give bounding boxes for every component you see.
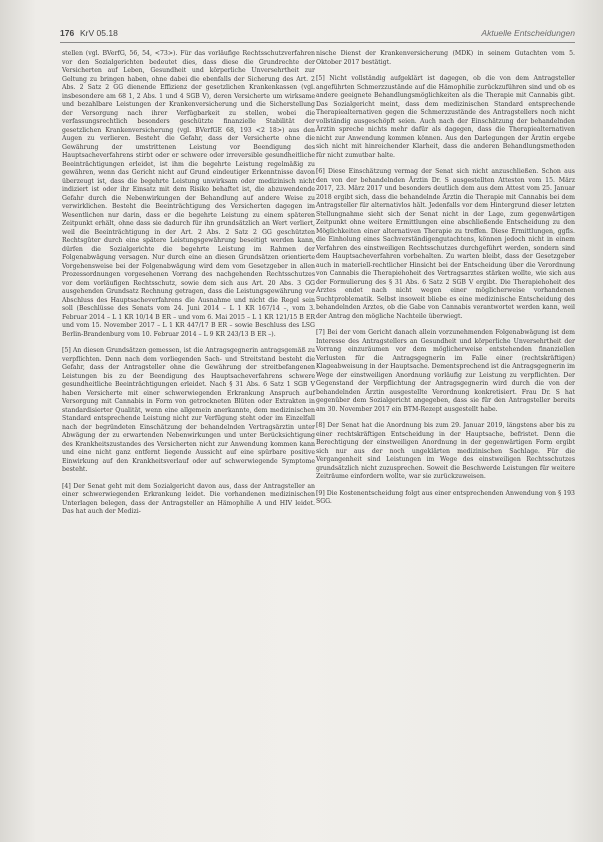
paragraph: [4] Der Senat geht mit dem Sozialgericht davon aus, dass der Antragsteller an einer schwerwiegenden Erkrankung leidet. Die vorhandenen medizinischen Unterlagen belegen, dass der Antragsteller an Hämophilie A und HIV leidet. Das hat auch der Medizi- [62,482,315,515]
paragraph: stellen (vgl. BVerfG, 56, 54, <73>). Für das vorläufige Rechtsschutzverfahren vor den Sozialgerichten bedeutet dies, dass diese die Grundrechte der Versicherten auf Leben, Gesundheit und körperliche Unversehrtheit zur Geltung zu bringen haben, ohne dabei die ebenfalls der Sicherung des Art. 2 Abs. 2 Satz 2 GG dienende Effizienz der gesetzlichen Krankenkassen (vgl. insbesondere am 68 1, 2 Abs. 1 und 4 SGB V), deren Versicherte um wirksame und bezahlbare Leistungen der Krankenversicherung und die Sicherstellung der Versorgung nach ihrer Verfügbarkeit zu stellen, wobei die verfassungsrechtlich besonders geschützte finanzielle Stabilität der gesetzlichen Krankenversicherung (vgl. BVerfGE 68, 193 <2 18>) aus den Augen zu verlieren. Besteht die Gefahr, dass der Versicherte ohne die Gewährung der umstrittenen Leistung vor Beendigung des Hauptsacheverfahrens stirbt oder er schwere oder irreversible gesundheitliche Beeinträchtigungen erleidet, ist ihm die begehrte Leistung regelmäßig zu gewähren, wenn das Gericht nicht auf Grund eindeutiger Erkenntnisse davon überzeugt ist, dass die begehrte Leistung unwirksam oder medizinisch nicht indiziert ist oder ihr Einsatz mit dem Risiko behaftet ist, die abzuwendende Gefahr durch die Nebenwirkungen der Behandlung auf andere Weise zu verwirklichen. Besteht die Beeinträchtigung des Versicherten dagegen im Wesentlichen nur darin, dass er die begehrte Leistung zu einem späteren Zeitpunkt erhält, ohne dass sie dadurch für ihn grundsätzlich an Wert verliert, weil die Beeinträchtigung in der Art. 2 Abs. 2 Satz 2 GG geschützten Rechtsgüter durch eine spätere Leistungsgewährung beseitigt werden kann, dürfen die Sozialgerichte die begehrte Leistung im Rahmen der Folgenabwägung versagen. Nur durch eine an diesen Grundsätzen orientierte Vorgehensweise bei der Folgenabwägung wird dem vom Gesetzgeber in allen Prozessordnungen vorgesehenen Vorrang des nachgehenden Rechtsschutzes vor dem vorläufigen Rechtsschutz, sowie dem sich aus Art. 20 Abs. 3 GG ausgehenden Grundsatz Rechnung getragen, dass die Leistungsgewährung vor Abschluss des Hauptsacheverfahrens die Ausnahme und nicht die Regel sein soll (Beschlüsse des Senats vom 24. Juni 2014 – L 1 KR 167/14 –, vom 3. Februar 2014 – L 1 KR 10/14 B ER – und vom 6. Mai 2015 – L 1 KR 121/15 B ER und vom 15. November 2017 – L 1 KR 447/17 B ER – sowie Beschluss des LSG Berlin-Brandenburg vom 10. Februar 2014 – L 9 KR 243/13 B ER –). [62,50,315,338]
paragraph: [5] Nicht vollständig aufgeklärt ist dagegen, ob die von dem Antragsteller angeführten Schmerzzustände auf die Hämophilie zurückzuführen sind und ob es andere geeignete Behandlungsmöglichkeiten als die Therapie mit Cannabis gibt. Das Sozialgericht meint, dass dem medizinischen Standard entsprechende Therapiealternativen gegen die Schmerzzustände des Antragstellers noch nicht vollständig ausgeschöpft seien. Auch nach der Einschätzung der behandelnden Ärztin spreche nichts mehr dafür als dagegen, dass die Therapiealternativen nicht zur Anwendung kommen können. Aus den Darlegungen der Ärztin ergebe sich nicht mit hinreichender Klarheit, dass die anderen Behandlungsmethoden für nicht zumutbar halte. [316,75,575,159]
paragraph: [6] Diese Einschätzung vermag der Senat sich nicht anzuschließen. Schon aus den von der behandelnden Ärztin Dr. S ausgestellten Attesten vom 15. März 2017, 23. März 2017 und besonders deutlich dem aus dem Attest vom 25. Januar 2018 ergibt sich, dass die behandelnde Ärztin die Therapie mit Cannabis bei dem Antragsteller für alternativlos hält. Jedenfalls vor dem Hintergrund dieser letzten Stellungnahme sieht sich der Senat nicht in der Lage, zum gegenwärtigen Zeitpunkt ohne weitere Ermittlungen eine abschließende Entscheidung zu den Möglichkeiten einer alternativen Therapie zu treffen. Diese Ermittlungen, ggfls. die Einholung eines Sachverständigengutachtens, können jedoch nicht in einem Verfahren des einstweiligen Rechtsschutzes durchgeführt werden, sondern sind dem Hauptsacheverfahren vorbehalten. Zu warten bleibt, dass der Gesetzgeber auch in materiell-rechtlicher Hinsicht bei der Entscheidung über die Verordnung von Cannabis die Therapiehoheit des Vertragsarztes stärken wollte, wie sich aus der Formulierung des § 31 Abs. 6 Satz 2 SGB V ergibt. Die Therapiehoheit des Arztes endet nach nicht wegen einer möglicherweise vorhandenen Suchtproblematik. Selbst insoweit bliebe es eine medizinische Entscheidung des behandelnden Arztes, ob die Gabe von Cannabis verantwortet werden kann, weil der Antrag den mögliche Nachteile überwiegt. [316,168,575,320]
paragraph: [8] Der Senat hat die Anordnung bis zum 29. Januar 2019, längstens aber bis zu einer rechtskräftigen Entscheidung in der Hauptsache, befristet. Denn die Berechtigung der einstweiligen Anordnung in der gegenwärtigen Form ergibt sich nur aus der noch ungeklärten medizinischen Sachlage. Für die Vergangenheit sind Leistungen im Wege des einstweiligen Rechtsschutzes grundsätzlich nicht zuzusprechen. Soweit die Beschwerde Leistungen für weitere Zeiträume einfordern wollte, war sie zurückzuweisen. [316,422,575,480]
paragraph: [7] Bei der vom Gericht danach allein vorzunehmenden Folgenabwägung ist dem Interesse des Antragstellers an Gesundheit und körperliche Unversehrtheit der Vorrang einzuräumen vor dem möglicherweise entstehenden finanziellen Verlusten für die Antragsgegnerin im Falle einer (rechtskräftigen) Klageabweisung in der Hauptsache. Dementsprechend ist die Antragsgegnerin im Wege der einstweiligen Anordnung vorläufig zur Leistung zu verpflichten. Der Gegenstand der Verpflichtung der Antragsgegnerin wird durch die von der behandelnden Ärztin ausgestellte Verordnung konkretisiert. Frau Dr. S hat gegenüber dem Sozialgericht angegeben, dass sie für den Antragsteller bereits am 30. November 2017 ein BTM-Rezept ausgestellt habe. [316,329,575,413]
paragraph: [9] Die Kostenentscheidung folgt aus einer entsprechenden Anwendung von § 193 SGG. [316,489,575,505]
left-column [62,50,315,525]
page-number: 176 [60,28,75,38]
paragraph: [5] An diesen Grundsätzen gemessen, ist die Antragsgegnerin antragsgemäß zu verpflichten. Denn nach dem vorliegenden Sach- und Streitstand besteht die Gefahr, dass der Antragsteller ohne die Gewährung der streitbefangenen Leistungen bis zu der Beendigung des Hauptsacheverfahrens schwere gesundheitliche Beeinträchtigungen erleidet. Nach § 31 Abs. 6 Satz 1 SGB V haben Versicherte mit einer schwerwiegenden Erkrankung Anspruch auf Versorgung mit Cannabis in Form von getrockneten Blüten oder Extrakten in standardisierter Qualität, wenn eine allgemein anerkannte, dem medizinischen Standard entsprechende Leistung nicht zur Verfügung steht oder im Einzelfall nach der begründeten Einschätzung der behandelnden Vertragsärztin unter Abwägung der zu erwartenden Nebenwirkungen und unter Berücksichtigung des Krankheitszustandes des Versicherten nicht zur Anwendung kommen kann und eine nicht ganz entfernt liegende Aussicht auf eine spürbare positive Einwirkung auf den Krankheitsverlauf oder auf schwerwiegende Symptome besteht. [62,347,315,473]
running-header [60,28,575,43]
right-column [316,50,575,515]
paragraph: nische Dienst der Krankenversicherung (MDK) in seinem Gutachten vom 5. Oktober 2017 bestätigt. [316,50,575,66]
section-title: Aktuelle Entscheidungen [481,28,575,38]
journal-issue: KrV 05.18 [80,28,118,38]
